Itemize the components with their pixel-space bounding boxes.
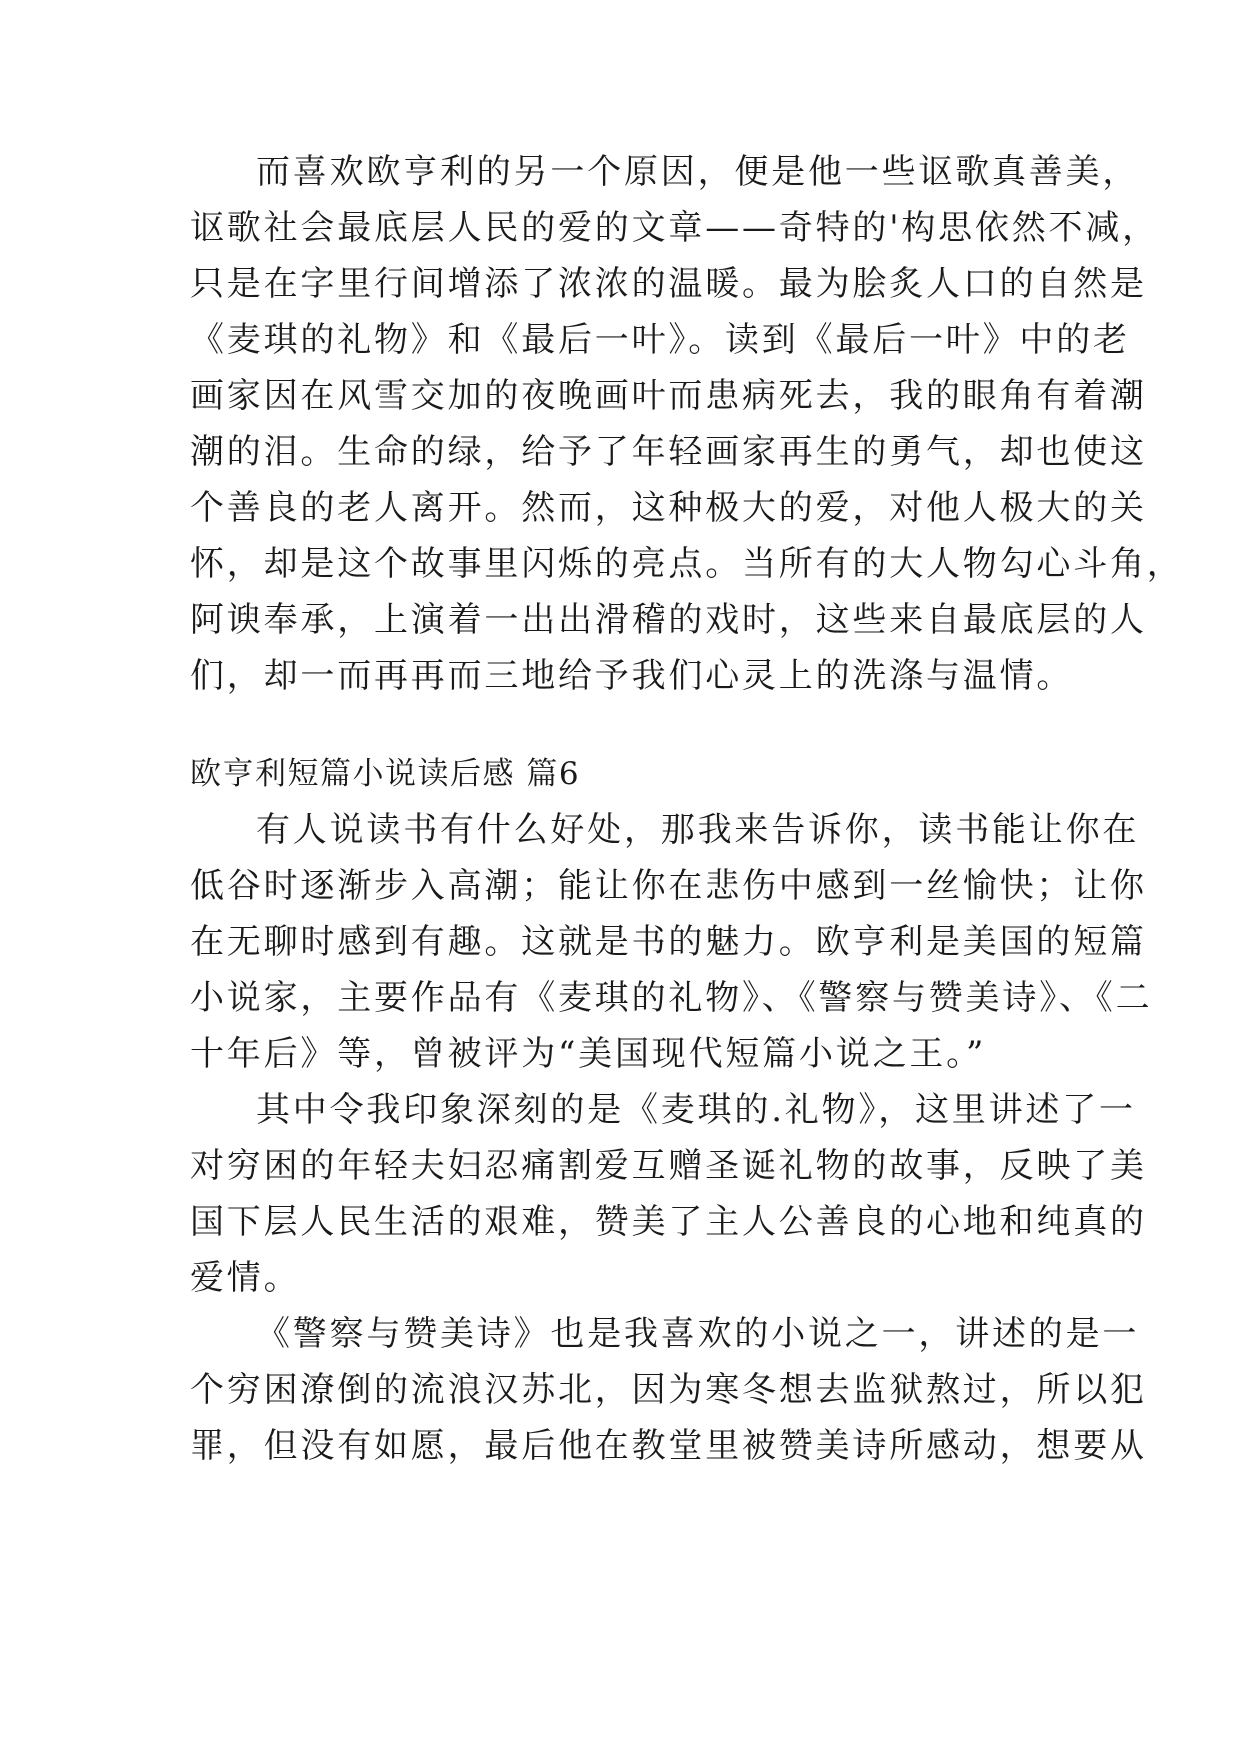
text-line: 国下层人民生活的艰难，赞美了主人公善良的心地和纯真的	[190, 1202, 1147, 1242]
text-line: 画家因在风雪交加的夜晚画叶而患病死去，我的眼角有着潮	[190, 376, 1147, 416]
text-line: 讴歌社会最底层人民的爱的文章——奇特的'构思依然不减，	[190, 208, 1159, 248]
text-line: 个穷困潦倒的流浪汉苏北，因为寒冬想去监狱熬过，所以犯	[190, 1370, 1147, 1410]
text-line: 其中令我印象深刻的是《麦琪的.礼物》，这里讲述了一	[256, 1090, 1136, 1130]
text-line: 十年后》等，曾被评为“美国现代短篇小说之王。”	[190, 1034, 987, 1074]
text-line: 《警察与赞美诗》也是我喜欢的小说之一，讲述的是一	[256, 1314, 1140, 1354]
text-line: 有人说读书有什么好处，那我来告诉你，读书能让你在	[256, 810, 1140, 850]
text-line: 罪，但没有如愿，最后他在教堂里被赞美诗所感动，想要从	[190, 1426, 1147, 1466]
section-heading: 欧亨利短篇小说读后感 篇6	[190, 756, 581, 792]
text-line: 在无聊时感到有趣。这就是书的魅力。欧亨利是美国的短篇	[190, 922, 1147, 962]
text-line: 怀，却是这个故事里闪烁的亮点。当所有的大人物勾心斗角，	[190, 544, 1184, 584]
text-line: 潮的泪。生命的绿，给予了年轻画家再生的勇气，却也使这	[190, 432, 1147, 472]
text-line: 们，却一而再再而三地给予我们心灵上的洗涤与温情。	[190, 656, 1074, 696]
text-line: 《麦琪的礼物》和《最后一叶》。读到《最后一叶》中的老	[190, 320, 1130, 360]
text-line: 爱情。	[190, 1258, 301, 1298]
text-line: 个善良的老人离开。然而，这种极大的爱，对他人极大的关	[190, 488, 1147, 528]
text-line: 低谷时逐渐步入高潮；能让你在悲伤中感到一丝愉快；让你	[190, 866, 1147, 906]
text-line: 小说家，主要作品有《麦琪的礼物》、《警察与赞美诗》、《二	[190, 978, 1153, 1018]
text-line: 阿谀奉承，上演着一出出滑稽的戏时，这些来自最底层的人	[190, 600, 1147, 640]
text-line: 对穷困的年轻夫妇忍痛割爱互赠圣诞礼物的故事，反映了美	[190, 1146, 1147, 1186]
text-line: 而喜欢欧亨利的另一个原因，便是他一些讴歌真善美，	[256, 152, 1140, 192]
text-line: 只是在字里行间增添了浓浓的温暖。最为脍炙人口的自然是	[190, 264, 1147, 304]
